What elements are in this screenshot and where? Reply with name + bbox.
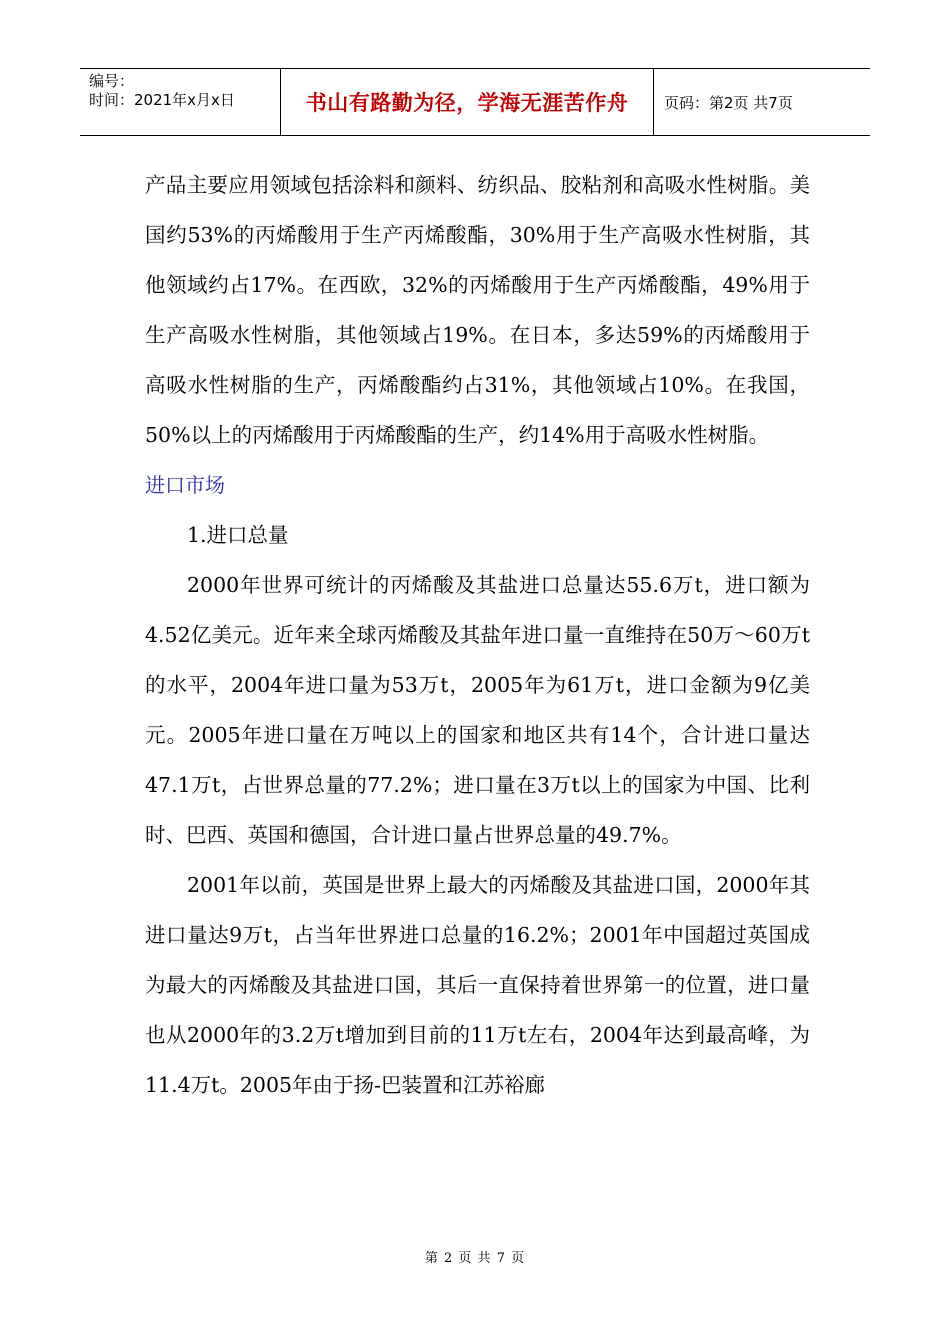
document-code-label: 编号： (89, 72, 135, 90)
subsection-heading: 1.进口总量 (187, 523, 289, 547)
page-footer: 第 2 页 共 7 页 (424, 1251, 526, 1266)
body-paragraph: 2000年世界可统计的丙烯酸及其盐进口总量达55.6万t，进口额为4.52亿美元。近年来全球丙烯酸及其盐年进口量一直维持在50万～60万t的水平，2004年进口量为53万t，2005年为61万t，进口金额为9亿美元。2005年进口量在万吨以上的国家和地区共有14个，合计进口量达47.1万t，占世界总量的77.2%；进口量在3万t以上的国家为中国、比利时、巴西、英国和德国，合计进口量占世界总量的49.7%。 (145, 573, 810, 847)
document-date: 时间：2021年x月x日 (89, 91, 235, 109)
header-page-info: 页码：第2页 共7页 (664, 93, 793, 112)
page-header (80, 68, 870, 136)
section-heading: 进口市场 (145, 473, 225, 497)
body-paragraph: 产品主要应用领域包括涂料和颜料、纺织品、胶粘剂和高吸水性树脂。美国约53%的丙烯酸用于生产丙烯酸酯，30%用于生产高吸水性树脂，其他领域约占17%。在西欧，32%的丙烯酸用于生产丙烯酸酯，49%用于生产高吸水性树脂，其他领域占19%。在日本，多达59%的丙烯酸用于高吸水性树脂的生产，丙烯酸酯约占31%，其他领域占10%。在我国，50%以上的丙烯酸用于丙烯酸酯的生产，约14%用于高吸水性树脂。 (145, 173, 810, 447)
document-body (145, 160, 810, 1110)
header-motto: 书山有路勤为径，学海无涯苦作舟 (305, 91, 629, 115)
header-meta (80, 69, 281, 135)
body-paragraph: 2001年以前，英国是世界上最大的丙烯酸及其盐进口国，2000年其进口量达9万t，占当年世界进口总量的16.2%；2001年中国超过英国成为最大的丙烯酸及其盐进口国，其后一直保持着世界第一的位置，进口量也从2000年的3.2万t增加到目前的11万t左右，2004年达到最高峰，为11.4万t。2005年由于扬-巴装置和江苏裕廊 (145, 873, 810, 1097)
header-page-info-cell (654, 69, 870, 135)
header-motto-cell (281, 69, 654, 135)
